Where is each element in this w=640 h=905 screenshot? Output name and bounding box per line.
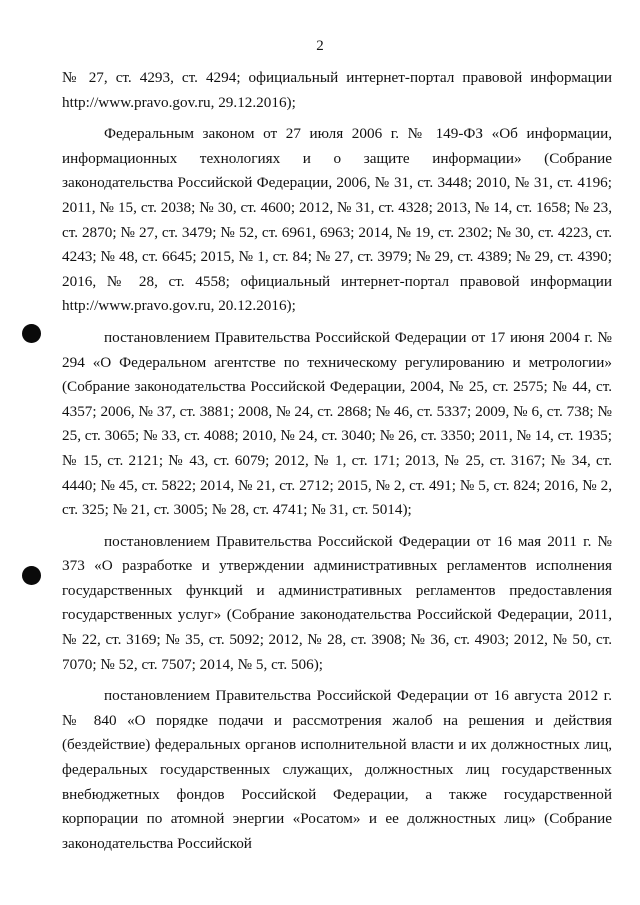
paragraph-federal-law-149: Федеральным законом от 27 июля 2006 г. № 149-ФЗ «Об информации, информационных технологиях и о защите информации» (Собрание законодательства Российской Федерации, 2006, № 31, ст. 3448; 2010, № 31, ст. 4196; 2011, № 15, ст. 2038; № 30, ст. 4600; 2012, № 31, ст. 4328; 2013, № 14, ст. 1658; № 23, ст. 2870; № 27, ст. 3479; № 52, ст. 6961, 6963; 2014, № 19, ст. 2302; № 30, ст. 4223, ст. 4243; № 48, ст. 6645; 2015, № 1, ст. 84; № 27, ст. 3979; № 29, ст. 4389; № 29, ст. 4390; 2016, № 28, ст. 4558; официальный интернет-портал правовой информации http://www.pravo.gov.ru, 20.12.2016); [62,125,612,315]
paragraph-resolution-373: постановлением Правительства Российской Федерации от 16 мая 2011 г. № 373 «О разработке и утверждении административных регламентов исполнения государственных функций и административных регламентов предоставления государственных услуг» (Собрание законодательства Российской Федерации, 2011, № 22, ст. 3169; № 35, ст. 5092; 2012, № 28, ст. 3908; № 36, ст. 4903; 2012, № 50, ст. 7070; № 52, ст. 7507; 2014, № 5, ст. 506); [62,532,612,673]
hole-punch-mark [22,324,41,343]
document-body [62,66,612,863]
page-number: 2 [316,38,324,54]
paragraph-continuation: № 27, ст. 4293, ст. 4294; официальный интернет-портал правовой информации http://www.pravo.gov.ru, 29.12.2016); [62,69,612,111]
paragraph-resolution-294: постановлением Правительства Российской Федерации от 17 июня 2004 г. № 294 «О Федеральном агентстве по техническому регулированию и метрологии» (Собрание законодательства Российской Федерации, 2004, № 25, ст. 2575; № 44, ст. 4357; 2006, № 37, ст. 3881; 2008, № 24, ст. 2868; № 46, ст. 5337; 2009, № 6, ст. 738; № 25, ст. 3065; № 33, ст. 4088; 2010, № 24, ст. 3040; № 26, ст. 3350; 2011, № 14, ст. 1935; № 15, ст. 2121; № 43, ст. 6079; 2012, № 1, ст. 171; 2013, № 25, ст. 3167; № 34, ст. 4440; № 45, ст. 5822; 2014, № 21, ст. 2712; 2015, № 2, ст. 491; № 5, ст. 824; 2016, № 2, ст. 325; № 21, ст. 3005; № 28, ст. 4741; № 31, ст. 5014); [62,328,612,519]
hole-punch-mark [22,566,41,585]
paragraph-resolution-840: постановлением Правительства Российской Федерации от 16 августа 2012 г. № 840 «О порядке подачи и рассмотрения жалоб на решения и действия (бездействие) федеральных органов исполнительной власти и их должностных лиц, федеральных государственных служащих, должностных лиц государственных внебюджетных фондов Российской Федерации, а также государственной корпорации по атомной энергии «Росатом» и ее должностных лиц» (Собрание законодательства Российской [62,687,612,852]
